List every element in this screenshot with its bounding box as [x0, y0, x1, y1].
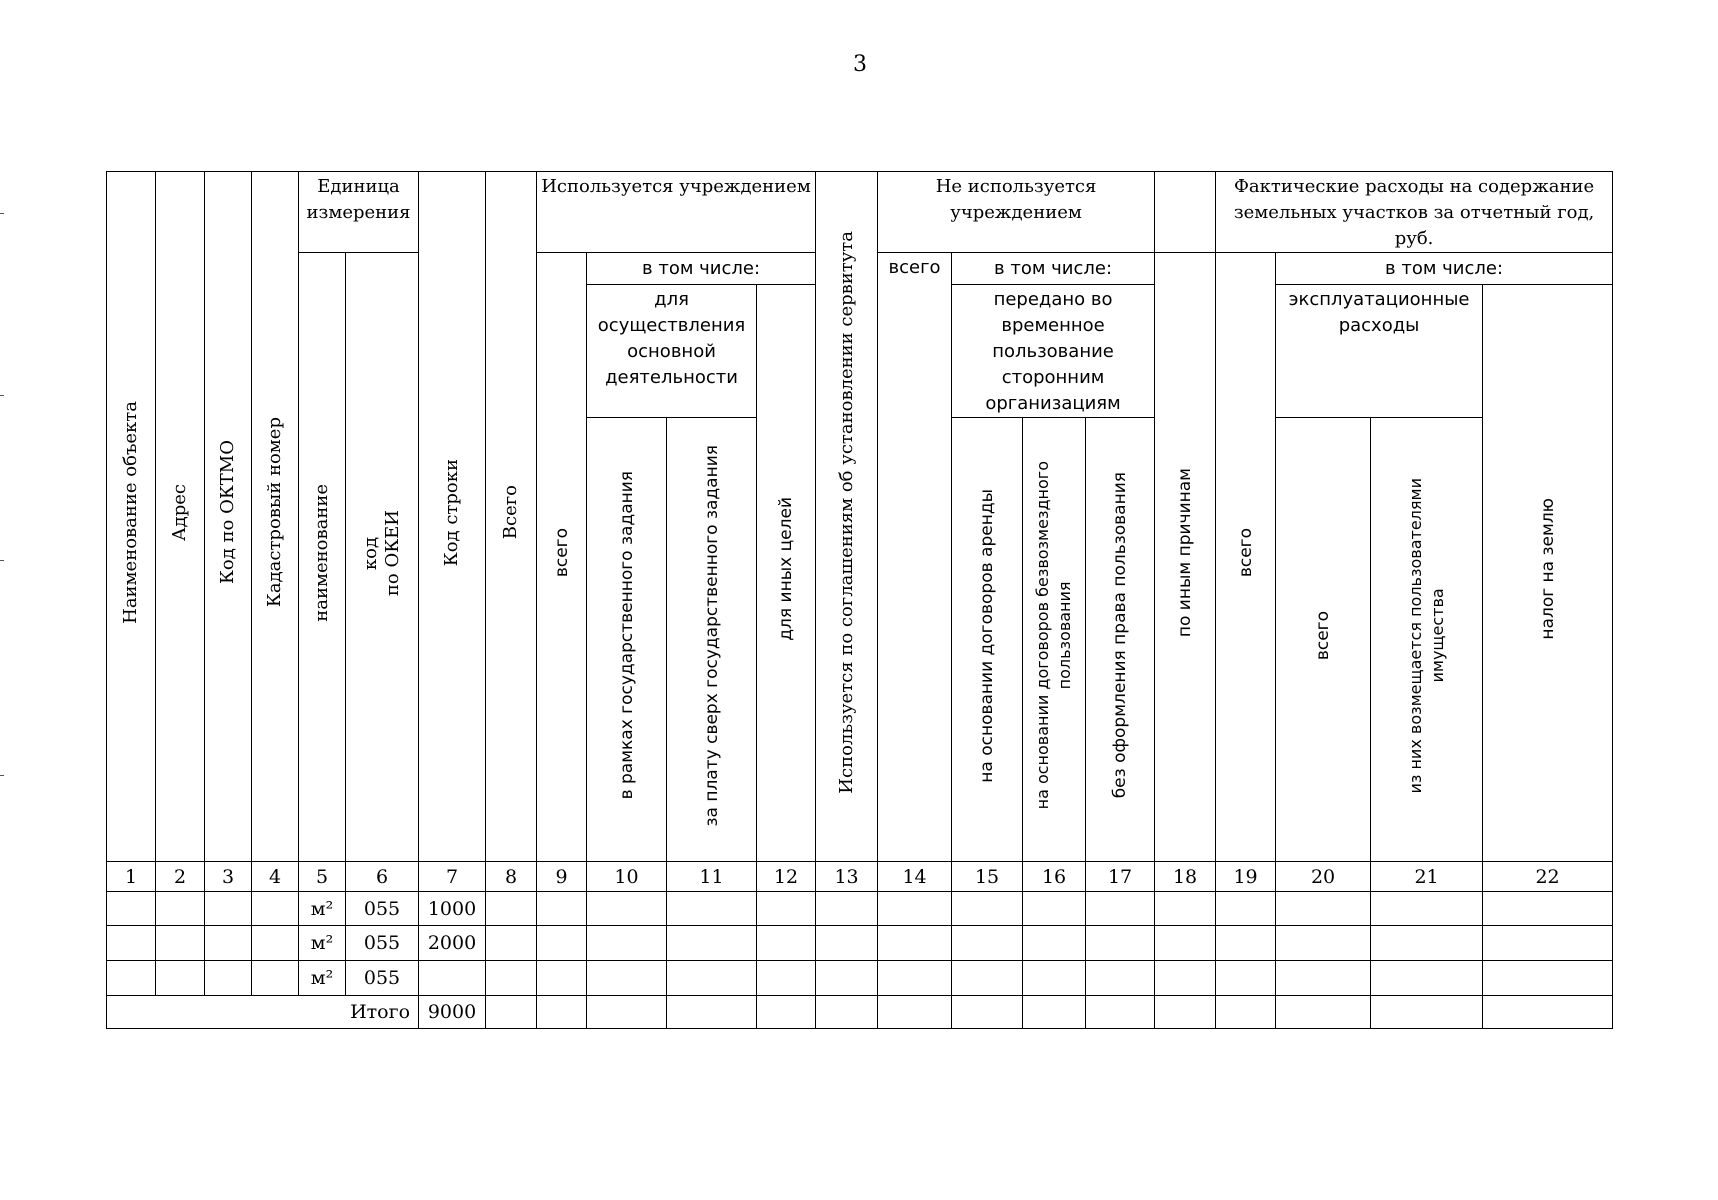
cell-value[interactable] — [952, 892, 1023, 926]
cell-oktmo[interactable] — [205, 926, 252, 961]
column-number: 8 — [486, 862, 537, 892]
margin-mark — [0, 560, 4, 561]
cell-value[interactable] — [486, 926, 537, 961]
header-expenses-group: Фактические расходы на содержание земельных участков за отчетный год, руб. — [1216, 172, 1613, 253]
header-lease: на основании договоров аренды — [952, 418, 1023, 862]
column-number: 19 — [1216, 862, 1276, 892]
cell-value[interactable] — [878, 892, 952, 926]
cell-value[interactable] — [1276, 961, 1371, 996]
cell-value[interactable] — [587, 892, 667, 926]
column-number: 1 — [107, 862, 156, 892]
cell-value[interactable] — [587, 926, 667, 961]
header-servitude: Используется по соглашениям об установлении сервитута — [816, 172, 878, 862]
header-operating-all: всего — [1276, 418, 1371, 862]
header-row-code: Код строки — [419, 172, 486, 862]
total-row-code: 9000 — [419, 996, 486, 1029]
okei-line2: по ОКЕИ — [382, 509, 403, 597]
cell-object-name[interactable] — [107, 926, 156, 961]
header-paid-over-assignment: за плату сверх государственного задания — [667, 418, 757, 862]
cell-value[interactable] — [816, 996, 878, 1029]
cell-value[interactable] — [486, 996, 537, 1029]
cell-okei: 055 — [346, 926, 419, 961]
column-number: 10 — [587, 862, 667, 892]
cell-value[interactable] — [1155, 996, 1216, 1029]
cell-value[interactable] — [878, 926, 952, 961]
cell-value[interactable] — [537, 961, 587, 996]
free-use-line1: на основании договоров безвозмездного — [1033, 461, 1053, 810]
cell-value[interactable] — [587, 961, 667, 996]
column-number: 14 — [878, 862, 952, 892]
column-number: 12 — [757, 862, 816, 892]
header-temporary-use: передано во временное пользование сторонним организациям — [952, 285, 1155, 418]
cell-value[interactable] — [1483, 926, 1613, 961]
header-used-group: Используется учреждением — [537, 172, 816, 253]
cell-value[interactable] — [816, 961, 878, 996]
header-total: Всего — [486, 172, 537, 862]
page-number: 3 — [853, 52, 867, 77]
header-unit-group: Единица измерения — [299, 172, 419, 253]
table-row — [107, 926, 1613, 961]
column-number: 11 — [667, 862, 757, 892]
cell-address[interactable] — [156, 892, 205, 926]
column-number: 16 — [1023, 862, 1086, 892]
column-number: 2 — [156, 862, 205, 892]
header-okei-code — [346, 253, 419, 862]
cell-address[interactable] — [156, 961, 205, 996]
cell-value[interactable] — [1086, 996, 1155, 1029]
land-plots-table — [106, 171, 1613, 1029]
cell-value[interactable] — [537, 926, 587, 961]
cell-value[interactable] — [1483, 961, 1613, 996]
cell-value[interactable] — [1371, 961, 1483, 996]
header-expenses-incl: в том числе: — [1276, 253, 1613, 285]
cell-value[interactable] — [878, 996, 952, 1029]
column-number: 9 — [537, 862, 587, 892]
cell-value[interactable] — [1371, 996, 1483, 1029]
header-used-incl: в том числе: — [587, 253, 816, 285]
cell-value[interactable] — [1371, 892, 1483, 926]
cell-value[interactable] — [1155, 961, 1216, 996]
cell-value[interactable] — [1216, 926, 1276, 961]
cell-value[interactable] — [1023, 996, 1086, 1029]
cell-value[interactable] — [757, 926, 816, 961]
header-free-use — [1023, 418, 1086, 862]
cell-cadastral[interactable] — [252, 961, 299, 996]
header-other-purposes: для иных целей — [757, 285, 816, 862]
cell-row-code — [419, 961, 486, 996]
cell-value[interactable] — [537, 996, 587, 1029]
cell-unit: м² — [299, 926, 346, 961]
header-reimbursed — [1371, 418, 1483, 862]
header-not-used-incl: в том числе: — [952, 253, 1155, 285]
cell-value[interactable] — [757, 996, 816, 1029]
cell-value[interactable] — [486, 961, 537, 996]
cell-value[interactable] — [1216, 996, 1276, 1029]
cell-value[interactable] — [952, 996, 1023, 1029]
cell-value[interactable] — [1086, 926, 1155, 961]
header-used-all: всего — [537, 253, 587, 862]
cell-value[interactable] — [1276, 996, 1371, 1029]
header-no-right: без оформления права пользования — [1086, 418, 1155, 862]
cell-value[interactable] — [486, 892, 537, 926]
cell-oktmo[interactable] — [205, 961, 252, 996]
margin-mark — [0, 775, 4, 776]
cell-value[interactable] — [878, 961, 952, 996]
header-not-used-all: всего — [878, 253, 952, 862]
cell-value[interactable] — [667, 996, 757, 1029]
cell-cadastral[interactable] — [252, 892, 299, 926]
free-use-line2: пользования — [1055, 581, 1075, 690]
cell-value[interactable] — [816, 926, 878, 961]
cell-cadastral[interactable] — [252, 926, 299, 961]
column-numbers-row — [107, 862, 1613, 892]
cell-okei: 055 — [346, 961, 419, 996]
cell-value[interactable] — [1086, 892, 1155, 926]
cell-oktmo[interactable] — [205, 892, 252, 926]
cell-value[interactable] — [816, 892, 878, 926]
header-expenses-all: всего — [1216, 253, 1276, 862]
cell-value[interactable] — [1023, 961, 1086, 996]
cell-value[interactable] — [1371, 926, 1483, 961]
column-number: 6 — [346, 862, 419, 892]
column-number: 13 — [816, 862, 878, 892]
column-number: 18 — [1155, 862, 1216, 892]
column-number: 3 — [205, 862, 252, 892]
column-number: 7 — [419, 862, 486, 892]
cell-unit: м² — [299, 961, 346, 996]
header-cadastral-number: Кадастровый номер — [252, 172, 299, 862]
cell-value[interactable] — [667, 926, 757, 961]
cell-value[interactable] — [667, 892, 757, 926]
header-main-activity: для осуществления основной деятельности — [587, 285, 757, 418]
cell-value[interactable] — [587, 996, 667, 1029]
okei-line1: код — [360, 536, 381, 570]
header-oktmo: Код по ОКТМО — [205, 172, 252, 862]
cell-object-name[interactable] — [107, 892, 156, 926]
header-empty-cell — [1155, 172, 1216, 253]
cell-value[interactable] — [1216, 961, 1276, 996]
header-other-reasons: по иным причинам — [1155, 253, 1216, 862]
header-not-used-group: Не используется учреждением — [878, 172, 1155, 253]
column-number: 22 — [1483, 862, 1613, 892]
total-row — [107, 996, 1613, 1029]
cell-value[interactable] — [1483, 996, 1613, 1029]
column-number: 5 — [299, 862, 346, 892]
cell-value[interactable] — [1155, 926, 1216, 961]
column-number: 15 — [952, 862, 1023, 892]
column-number: 17 — [1086, 862, 1155, 892]
column-number: 4 — [252, 862, 299, 892]
cell-value[interactable] — [1216, 892, 1276, 926]
cell-value[interactable] — [537, 892, 587, 926]
cell-unit: м² — [299, 892, 346, 926]
header-address: Адрес — [156, 172, 205, 862]
table-row — [107, 961, 1613, 996]
header-state-assignment: в рамках государственного задания — [587, 418, 667, 862]
reimbursed-line2: имущества — [1427, 588, 1447, 683]
header-land-tax: налог на землю — [1483, 285, 1613, 862]
cell-address[interactable] — [156, 926, 205, 961]
cell-value[interactable] — [1483, 892, 1613, 926]
cell-row-code: 2000 — [419, 926, 486, 961]
header-operating-expenses: эксплуатационные расходы — [1276, 285, 1483, 418]
table-row — [107, 892, 1613, 926]
header-object-name: Наименование объекта — [107, 172, 156, 862]
margin-mark — [0, 395, 4, 396]
cell-value[interactable] — [1276, 926, 1371, 961]
cell-value[interactable] — [1155, 892, 1216, 926]
cell-value[interactable] — [1276, 892, 1371, 926]
cell-value[interactable] — [1023, 926, 1086, 961]
cell-row-code: 1000 — [419, 892, 486, 926]
cell-value[interactable] — [952, 961, 1023, 996]
cell-value[interactable] — [757, 892, 816, 926]
column-number: 21 — [1371, 862, 1483, 892]
cell-okei: 055 — [346, 892, 419, 926]
cell-value[interactable] — [1023, 892, 1086, 926]
cell-value[interactable] — [757, 961, 816, 996]
cell-object-name[interactable] — [107, 961, 156, 996]
header-unit-name: наименование — [299, 253, 346, 862]
reimbursed-line1: из них возмещается пользователями — [1405, 477, 1425, 794]
cell-value[interactable] — [952, 926, 1023, 961]
column-number: 20 — [1276, 862, 1371, 892]
margin-mark — [0, 213, 4, 214]
cell-value[interactable] — [667, 961, 757, 996]
cell-value[interactable] — [1086, 961, 1155, 996]
total-label: Итого — [107, 996, 419, 1029]
